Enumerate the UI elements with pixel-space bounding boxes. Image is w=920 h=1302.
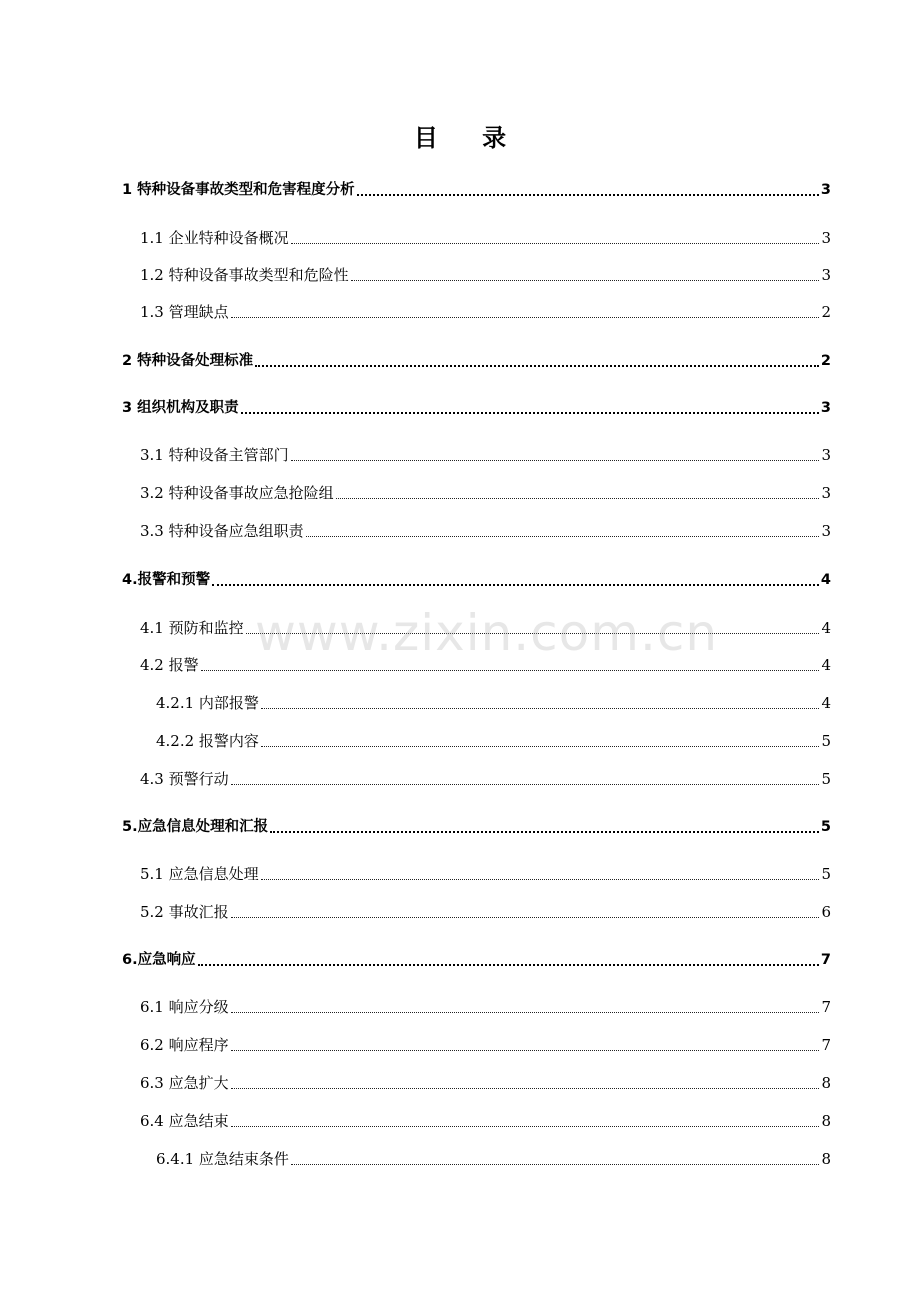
dot-leader — [351, 280, 820, 281]
dot-leader — [231, 784, 820, 785]
toc-entry-text: 3.2 特种设备事故应急抢险组 — [140, 484, 334, 502]
dot-leader — [231, 1126, 820, 1127]
toc-page-number: 3 — [821, 229, 831, 247]
toc-page-number: 5 — [820, 819, 831, 835]
toc-page-number: 3 — [820, 400, 831, 416]
toc-entry-1-2[interactable] — [140, 261, 831, 285]
toc-entry-text: 3.3 特种设备应急组职责 — [140, 522, 304, 540]
toc-entry-4-1[interactable] — [140, 614, 831, 638]
toc-page-number: 8 — [821, 1074, 831, 1092]
toc-page-number: 4 — [820, 572, 831, 588]
toc-page-number: 3 — [821, 446, 831, 464]
toc-entry-1-1[interactable] — [140, 224, 831, 248]
toc-entry-text: 6.4.1 应急结束条件 — [156, 1150, 289, 1168]
toc-entry-6-1[interactable] — [140, 993, 831, 1017]
toc-page-number: 8 — [821, 1112, 831, 1130]
dot-leader — [231, 917, 820, 918]
dot-leader — [255, 365, 819, 367]
toc-page-number: 3 — [821, 522, 831, 540]
toc-entry-text: 4.2 报警 — [140, 656, 199, 674]
dot-leader — [261, 879, 820, 880]
toc-entry-text: 5.2 事故汇报 — [140, 903, 229, 921]
toc-page-number: 2 — [820, 353, 831, 369]
toc-entry-4-2-1[interactable] — [156, 689, 831, 713]
toc-page-number: 3 — [820, 182, 831, 198]
dot-leader — [291, 1164, 820, 1165]
toc-entry-text: 4.2.1 内部报警 — [156, 694, 259, 712]
dot-leader — [201, 670, 820, 671]
toc-page-number: 5 — [821, 770, 831, 788]
toc-entry-2[interactable] — [122, 347, 831, 371]
dot-leader — [261, 708, 820, 709]
dot-leader — [306, 536, 820, 537]
toc-entry-text: 4.报警和预警 — [122, 572, 211, 588]
toc-page-number: 5 — [821, 865, 831, 883]
toc-entry-3[interactable] — [122, 394, 831, 418]
dot-leader — [241, 412, 819, 414]
toc-entry-text: 6.应急响应 — [122, 952, 196, 968]
toc-entry-text: 1 特种设备事故类型和危害程度分析 — [122, 182, 355, 198]
dot-leader — [231, 1088, 820, 1089]
toc-entry-1-3[interactable] — [140, 298, 831, 322]
toc-page-number: 6 — [821, 903, 831, 921]
toc-page-number: 5 — [821, 732, 831, 750]
toc-entry-4-2-2[interactable] — [156, 727, 831, 751]
toc-entry-6[interactable] — [122, 946, 831, 970]
toc-entry-text: 1.1 企业特种设备概况 — [140, 229, 289, 247]
toc-page-number: 4 — [821, 694, 831, 712]
dot-leader — [357, 194, 819, 196]
toc-page-number: 7 — [821, 998, 831, 1016]
toc-entry-text: 5.应急信息处理和汇报 — [122, 819, 269, 835]
page-title: 目 录 — [413, 124, 525, 152]
toc-page-number: 7 — [821, 1036, 831, 1054]
toc-entry-text: 6.2 响应程序 — [140, 1036, 229, 1054]
dot-leader — [212, 584, 819, 586]
toc-page-number: 7 — [820, 952, 831, 968]
toc-entry-text: 6.1 响应分级 — [140, 998, 229, 1016]
toc-entry-1[interactable] — [122, 176, 831, 200]
toc-entry-3-2[interactable] — [140, 479, 831, 503]
toc-entry-text: 3.1 特种设备主管部门 — [140, 446, 289, 464]
toc-page-number: 3 — [821, 484, 831, 502]
dot-leader — [336, 498, 820, 499]
toc-entry-text: 4.2.2 报警内容 — [156, 732, 259, 750]
dot-leader — [291, 243, 820, 244]
toc-entry-3-3[interactable] — [140, 517, 831, 541]
toc-entry-6-2[interactable] — [140, 1031, 831, 1055]
toc-entry-4[interactable] — [122, 566, 831, 590]
toc-page-number: 3 — [821, 266, 831, 284]
dot-leader — [261, 746, 820, 747]
toc-entry-text: 6.4 应急结束 — [140, 1112, 229, 1130]
toc-entry-text: 2 特种设备处理标准 — [122, 353, 254, 369]
watermark: www.zixin.com.cn — [255, 604, 719, 662]
toc-entry-6-4-1[interactable] — [156, 1145, 831, 1169]
dot-leader — [231, 317, 820, 318]
dot-leader — [231, 1050, 820, 1051]
dot-leader — [291, 460, 820, 461]
toc-entry-text: 1.3 管理缺点 — [140, 303, 229, 321]
toc-entry-5[interactable] — [122, 813, 831, 837]
toc-entry-4-3[interactable] — [140, 765, 831, 789]
toc-entry-6-4[interactable] — [140, 1107, 831, 1131]
dot-leader — [198, 964, 819, 966]
dot-leader — [246, 633, 820, 634]
toc-entry-text: 1.2 特种设备事故类型和危险性 — [140, 266, 349, 284]
toc-page-number: 4 — [821, 619, 831, 637]
dot-leader — [270, 831, 819, 833]
toc-entry-text: 3 组织机构及职责 — [122, 400, 239, 416]
toc-entry-3-1[interactable] — [140, 441, 831, 465]
toc-entry-text: 5.1 应急信息处理 — [140, 865, 259, 883]
toc-entry-4-2[interactable] — [140, 651, 831, 675]
toc-page-number: 8 — [821, 1150, 831, 1168]
toc-entry-6-3[interactable] — [140, 1069, 831, 1093]
toc-page-number: 4 — [821, 656, 831, 674]
toc-page-number: 2 — [821, 303, 831, 321]
toc-entry-text: 4.1 预防和监控 — [140, 619, 244, 637]
toc-entry-5-1[interactable] — [140, 860, 831, 884]
toc-entry-text: 4.3 预警行动 — [140, 770, 229, 788]
toc-entry-5-2[interactable] — [140, 898, 831, 922]
dot-leader — [231, 1012, 820, 1013]
toc-entry-text: 6.3 应急扩大 — [140, 1074, 229, 1092]
